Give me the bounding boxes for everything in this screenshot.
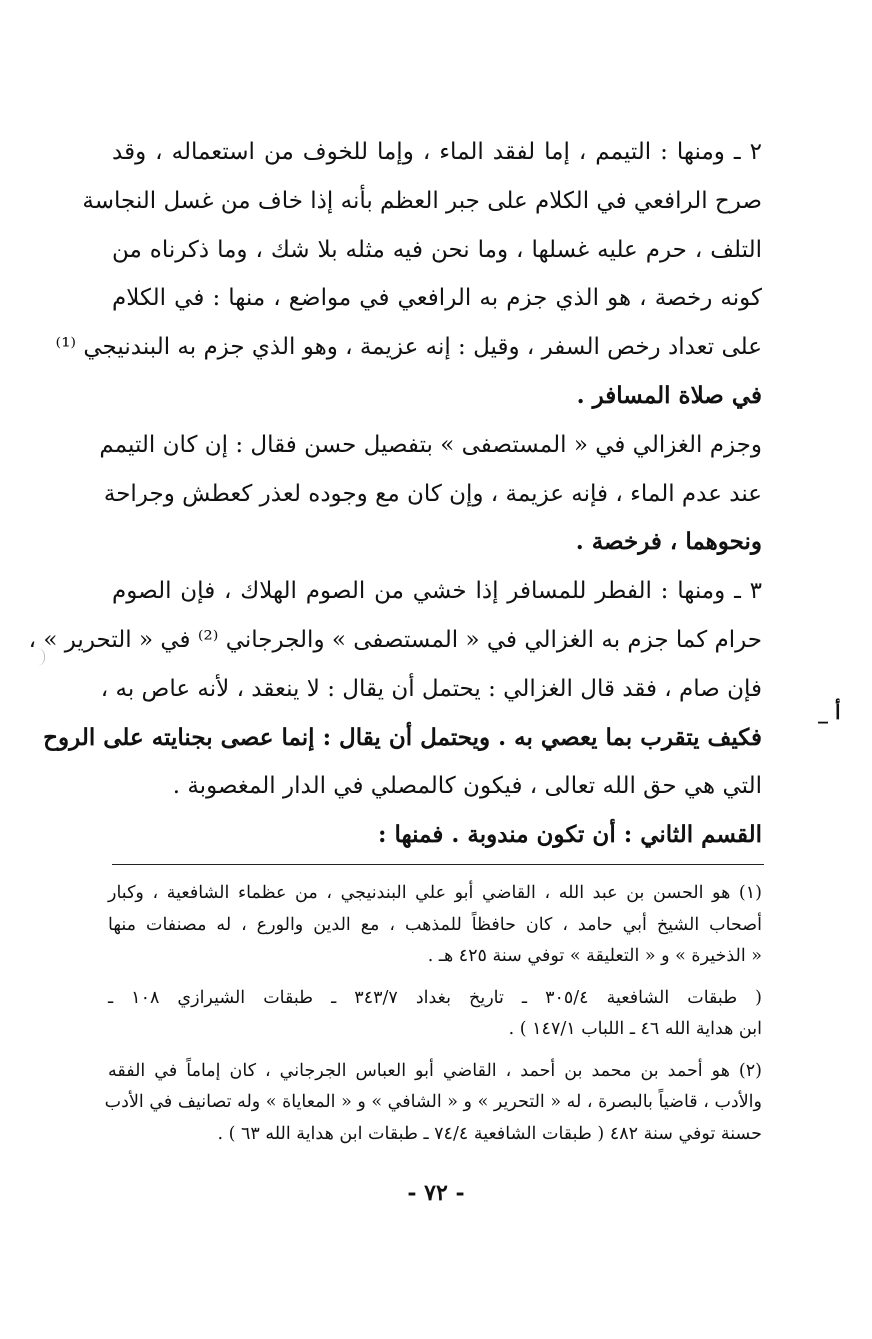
main-text-line: وجزم الغزالي في « المستصفى » بتفصيل حسن فقال : إن كان التيمم xyxy=(99,431,762,458)
margin-note: أ _ xyxy=(818,700,841,724)
footnote-line: والأدب ، قاضياً بالبصرة ، له « التحرير » و « الشافي » و « المعاياة » وله تصانيف في الأدب xyxy=(104,1092,762,1112)
main-text-line: كونه رخصة ، هو الذي جزم به الرافعي في مواضع ، منها : في الكلام xyxy=(112,285,762,312)
main-text-line: صرح الرافعي في الكلام على جبر العظم بأنه إذا خاف من غسل النجاسة xyxy=(82,187,762,214)
footnote-line: ( طبقات الشافعية ٣٠٥/٤ ـ تاريخ بغداد ٣٤٣/٧ ـ طبقات الشيرازي ١٠٨ ـ xyxy=(108,987,762,1008)
main-text-line: فكيف يتقرب بما يعصي به . ويحتمل أن يقال : إنما عصى بجنايته على الروح xyxy=(43,723,762,751)
main-text-line: ونحوهما ، فرخصة . xyxy=(575,528,762,556)
footnote-separator xyxy=(112,864,764,865)
footnote-line: ابن هداية الله ٤٦ ـ اللباب ١٤٧/١ ) . xyxy=(508,1019,762,1039)
main-text-line: فإن صام ، فقد قال الغزالي : يحتمل أن يقال : لا ينعقد ، لأنه عاص به ، xyxy=(100,675,762,702)
section-heading: القسم الثاني : أن تكون مندوبة . فمنها : xyxy=(378,821,762,849)
footnote-line: أصحاب الشيخ أبي حامد ، كان حافظاً للمذهب ، مع الدين والورع ، له مصنفات منها xyxy=(108,914,762,935)
footnote-line: (١) هو الحسن بن عبد الله ، القاضي أبو علي البندنيجي ، من عظماء الشافعية ، وكبار xyxy=(108,883,762,903)
main-text-line: التلف ، حرم عليه غسلها ، وما نحن فيه مثله بلا شك ، وما ذكرناه من xyxy=(112,236,762,263)
footnote-line: « الذخيرة » و « التعليقة » توفي سنة ٤٢٥ هـ . xyxy=(427,946,762,966)
main-text-line: ٢ ـ ومنها : التيمم ، إما لفقد الماء ، وإما للخوف من استعماله ، وقد xyxy=(112,139,762,165)
main-text-line: على تعداد رخص السفر ، وقيل : إنه عزيمة ، وهو الذي جزم به البندنيجي ⁽¹⁾ xyxy=(55,334,762,361)
main-text-line: عند عدم الماء ، فإنه عزيمة ، وإن كان مع وجوده لعذر كعطش وجراحة xyxy=(103,480,762,507)
main-text-line: ٣ ـ ومنها : الفطر للمسافر إذا خشي من الصوم الهلاك ، فإن الصوم xyxy=(112,578,762,605)
main-text-line: حرام كما جزم به الغزالي في « المستصفى » والجرجاني ⁽²⁾ في « التحرير » ، xyxy=(28,626,762,653)
main-text-line: في صلاة المسافر . xyxy=(576,381,762,409)
footnote-line: حسنة توفي سنة ٤٨٢ ( طبقات الشافعية ٧٤/٤ ـ طبقات ابن هداية الله ٦٣ ) . xyxy=(217,1123,762,1144)
page-number: - ٧٢ - xyxy=(407,1180,465,1206)
footnote-gap xyxy=(108,973,762,983)
footnote-gap xyxy=(108,1046,762,1056)
footnotes-block xyxy=(104,878,762,1150)
main-text-block xyxy=(28,128,762,860)
footnote-line: (٢) هو أحمد بن محمد بن أحمد ، القاضي أبو العباس الجرجاني ، كان إماماً في الفقه xyxy=(108,1060,762,1081)
main-text-line: التي هي حق الله تعالى ، فيكون كالمصلي في الدار المغصوبة . xyxy=(172,773,762,800)
